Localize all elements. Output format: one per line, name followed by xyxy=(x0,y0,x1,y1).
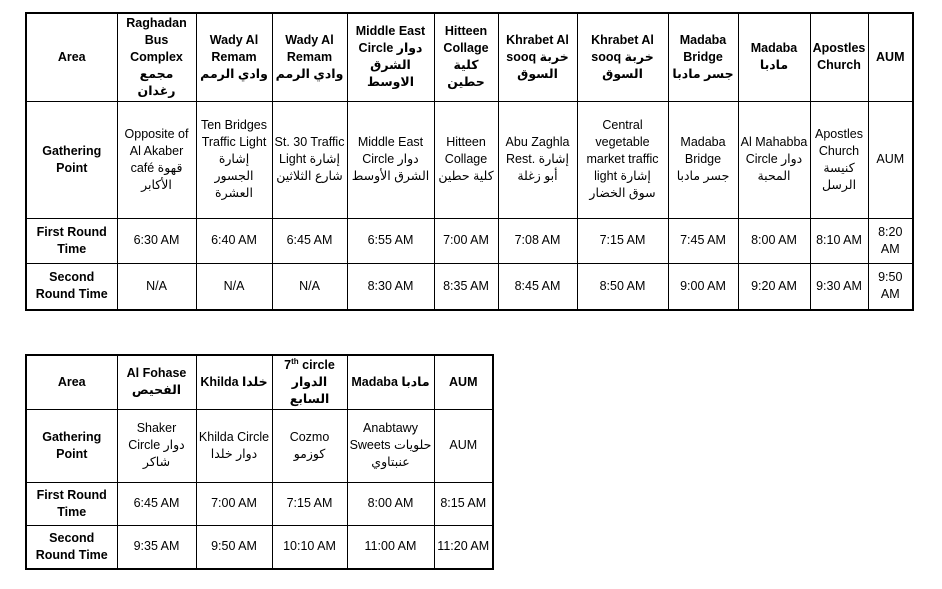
table-cell: 6:55 AM xyxy=(347,218,434,263)
area-header-cell: Al Fohase الفحيص xyxy=(117,355,196,409)
table-cell: 6:30 AM xyxy=(117,218,196,263)
table-cell: 9:50 AM xyxy=(196,525,272,569)
table-cell: St. 30 Traffic Light إشارة شارع الثلاثين xyxy=(272,101,347,218)
table-cell: 11:20 AM xyxy=(434,525,493,569)
area-header-cell: Hitteen Collage كلية حطين xyxy=(434,13,498,101)
table-cell: N/A xyxy=(196,263,272,310)
area-row xyxy=(26,13,913,101)
table-cell: Anabtawy Sweets حلويات عنبتاوي xyxy=(347,409,434,482)
row-header-cell: Second Round Time xyxy=(26,263,117,310)
area-header-cell: Khrabet Al sooq خربة السوق xyxy=(577,13,668,101)
first-round-row xyxy=(26,482,493,525)
table-cell: 8:45 AM xyxy=(498,263,577,310)
table-cell: 6:40 AM xyxy=(196,218,272,263)
table-cell: 8:15 AM xyxy=(434,482,493,525)
table-cell: 8:30 AM xyxy=(347,263,434,310)
row-header-cell: Gathering Point xyxy=(26,409,117,482)
seventh-circle-label: circle الدوار السابع xyxy=(289,357,335,406)
table-cell: 7:45 AM xyxy=(668,218,738,263)
area-header-cell: AUM xyxy=(434,355,493,409)
table-cell: 10:10 AM xyxy=(272,525,347,569)
table-cell: Apostles Church كنيسة الرسل xyxy=(810,101,868,218)
bus-schedule-table-2 xyxy=(25,354,494,570)
seventh-number: 7 xyxy=(284,357,292,372)
table-cell: 8:10 AM xyxy=(810,218,868,263)
table-cell: Opposite of Al Akaber café قهوة الأكابر xyxy=(117,101,196,218)
table-cell: 8:00 AM xyxy=(738,218,810,263)
table-cell: 8:35 AM xyxy=(434,263,498,310)
table-cell: Hitteen Collage كلية حطين xyxy=(434,101,498,218)
table-cell: 8:50 AM xyxy=(577,263,668,310)
table-cell: AUM xyxy=(434,409,493,482)
ordinal-suffix: th xyxy=(291,356,299,366)
table-cell: 8:20 AM xyxy=(868,218,913,263)
area-header-cell: AUM xyxy=(868,13,913,101)
row-header-cell: Gathering Point xyxy=(26,101,117,218)
table-cell: Madaba Bridge جسر مادبا xyxy=(668,101,738,218)
second-round-row xyxy=(26,263,913,310)
table-cell: Al Mahabba Circle دوار المحبة xyxy=(738,101,810,218)
area-header-cell: Wady Al Remam وادي الرمم xyxy=(272,13,347,101)
table-cell: 6:45 AM xyxy=(117,482,196,525)
area-header-cell: Madaba مادبا xyxy=(738,13,810,101)
table-cell: 7:08 AM xyxy=(498,218,577,263)
area-header-cell xyxy=(272,355,347,409)
bus-schedule-table-1 xyxy=(25,12,914,311)
first-round-row xyxy=(26,218,913,263)
table-cell: N/A xyxy=(117,263,196,310)
area-row xyxy=(26,355,493,409)
table-cell: Abu Zaghla Rest. إشارة أبو زغلة xyxy=(498,101,577,218)
row-header-cell: First Round Time xyxy=(26,218,117,263)
table-cell: 9:00 AM xyxy=(668,263,738,310)
table-cell: 7:00 AM xyxy=(434,218,498,263)
table-cell: Middle East Circle دوار الشرق الأوسط xyxy=(347,101,434,218)
gathering-point-row xyxy=(26,101,913,218)
area-header-cell: Middle East Circle دوار الشرق الاوسط xyxy=(347,13,434,101)
table-cell: 7:15 AM xyxy=(272,482,347,525)
area-header-cell: Khilda خلدا xyxy=(196,355,272,409)
table-cell: 9:30 AM xyxy=(810,263,868,310)
row-header-cell: Area xyxy=(26,13,117,101)
area-header-cell: Wady Al Remam وادي الرمم xyxy=(196,13,272,101)
area-header-cell: Apostles Church xyxy=(810,13,868,101)
second-round-row xyxy=(26,525,493,569)
row-header-cell: Second Round Time xyxy=(26,525,117,569)
area-header-cell: Raghadan Bus Complex مجمع رغدان xyxy=(117,13,196,101)
table-cell: 8:00 AM xyxy=(347,482,434,525)
gathering-point-row xyxy=(26,409,493,482)
row-header-cell: Area xyxy=(26,355,117,409)
area-header-cell: Madaba مادبا xyxy=(347,355,434,409)
table-cell: 9:35 AM xyxy=(117,525,196,569)
table-cell: Khilda Circle دوار خلدا xyxy=(196,409,272,482)
table-cell: Shaker Circle دوار شاكر xyxy=(117,409,196,482)
table-cell: Cozmo كوزمو xyxy=(272,409,347,482)
area-header-cell: Khrabet Al sooq خربة السوق xyxy=(498,13,577,101)
table-cell: 6:45 AM xyxy=(272,218,347,263)
area-header-cell: Madaba Bridge جسر مادبا xyxy=(668,13,738,101)
table-cell: 7:15 AM xyxy=(577,218,668,263)
table-cell: 7:00 AM xyxy=(196,482,272,525)
table-cell: N/A xyxy=(272,263,347,310)
table-cell: Ten Bridges Traffic Light إشارة الجسور العشرة xyxy=(196,101,272,218)
table-cell: Central vegetable market traffic light إشارة سوق الخضار xyxy=(577,101,668,218)
table-cell: 9:20 AM xyxy=(738,263,810,310)
table-cell: 11:00 AM xyxy=(347,525,434,569)
table-cell: AUM xyxy=(868,101,913,218)
table-cell: 9:50 AM xyxy=(868,263,913,310)
row-header-cell: First Round Time xyxy=(26,482,117,525)
